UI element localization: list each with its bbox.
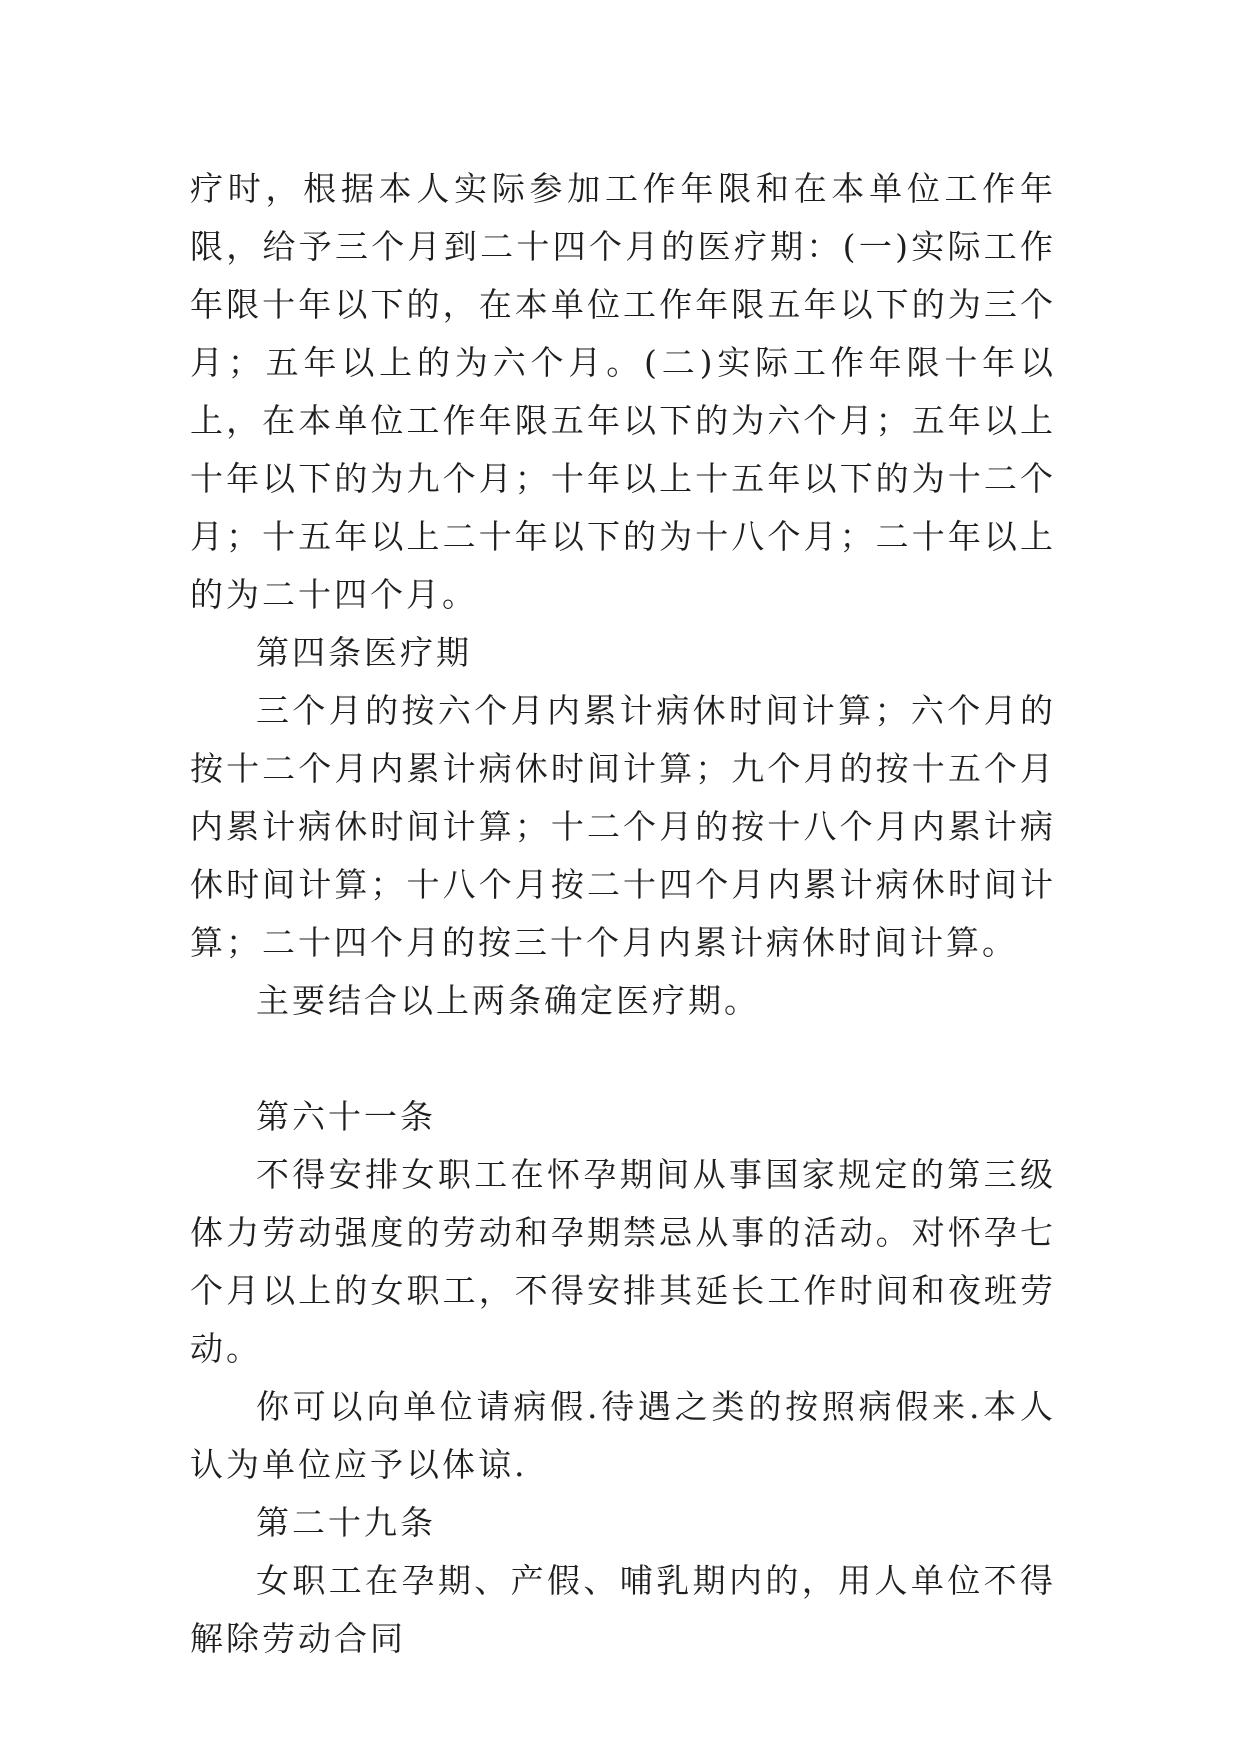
paragraph-pregnancy-work-limits: 不得安排女职工在怀孕期间从事国家规定的第三级体力劳动强度的劳动和孕期禁忌从事的活动。对怀孕七个月以上的女职工，不得安排其延长工作时间和夜班劳动。 [190, 1155, 1056, 1368]
heading-article-61: 第六十一条 [256, 1097, 436, 1136]
paragraph-cumulative-sick-leave: 三个月的按六个月内累计病休时间计算；六个月的按十二个月内累计病休时间计算；九个月的按十五个月内累计病休时间计算；十二个月的按十八个月内累计病休时间计算；十八个月按二十四个月内累计病休时间计算；二十四个月的按三十个月内累计病休时间计算。 [190, 691, 1056, 962]
heading-article-4: 第四条医疗期 [256, 633, 472, 672]
blank-line [190, 1030, 1056, 1088]
paragraph-medical-period-continued: 疗时，根据本人实际参加工作年限和在本单位工作年限，给予三个月到二十四个月的医疗期：(一)实际工作年限十年以下的，在本单位工作年限五年以下的为三个月；五年以上的为六个月。(二)实际工作年限十年以上，在本单位工作年限五年以下的为六个月；五年以上十年以下的为九个月；十年以上十五年以下的为十二个月；十五年以上二十年以下的为十八个月；二十年以上的为二十四个月。 [190, 169, 1056, 614]
paragraph-summary: 主要结合以上两条确定医疗期。 [256, 981, 760, 1020]
paragraph-sick-leave-advice: 你可以向单位请病假.待遇之类的按照病假来.本人认为单位应予以体谅. [190, 1387, 1056, 1484]
heading-article-29: 第二十九条 [256, 1503, 436, 1542]
document-body [190, 160, 1056, 1668]
paragraph-contract-protection: 女职工在孕期、产假、哺乳期内的，用人单位不得解除劳动合同 [190, 1561, 1056, 1658]
